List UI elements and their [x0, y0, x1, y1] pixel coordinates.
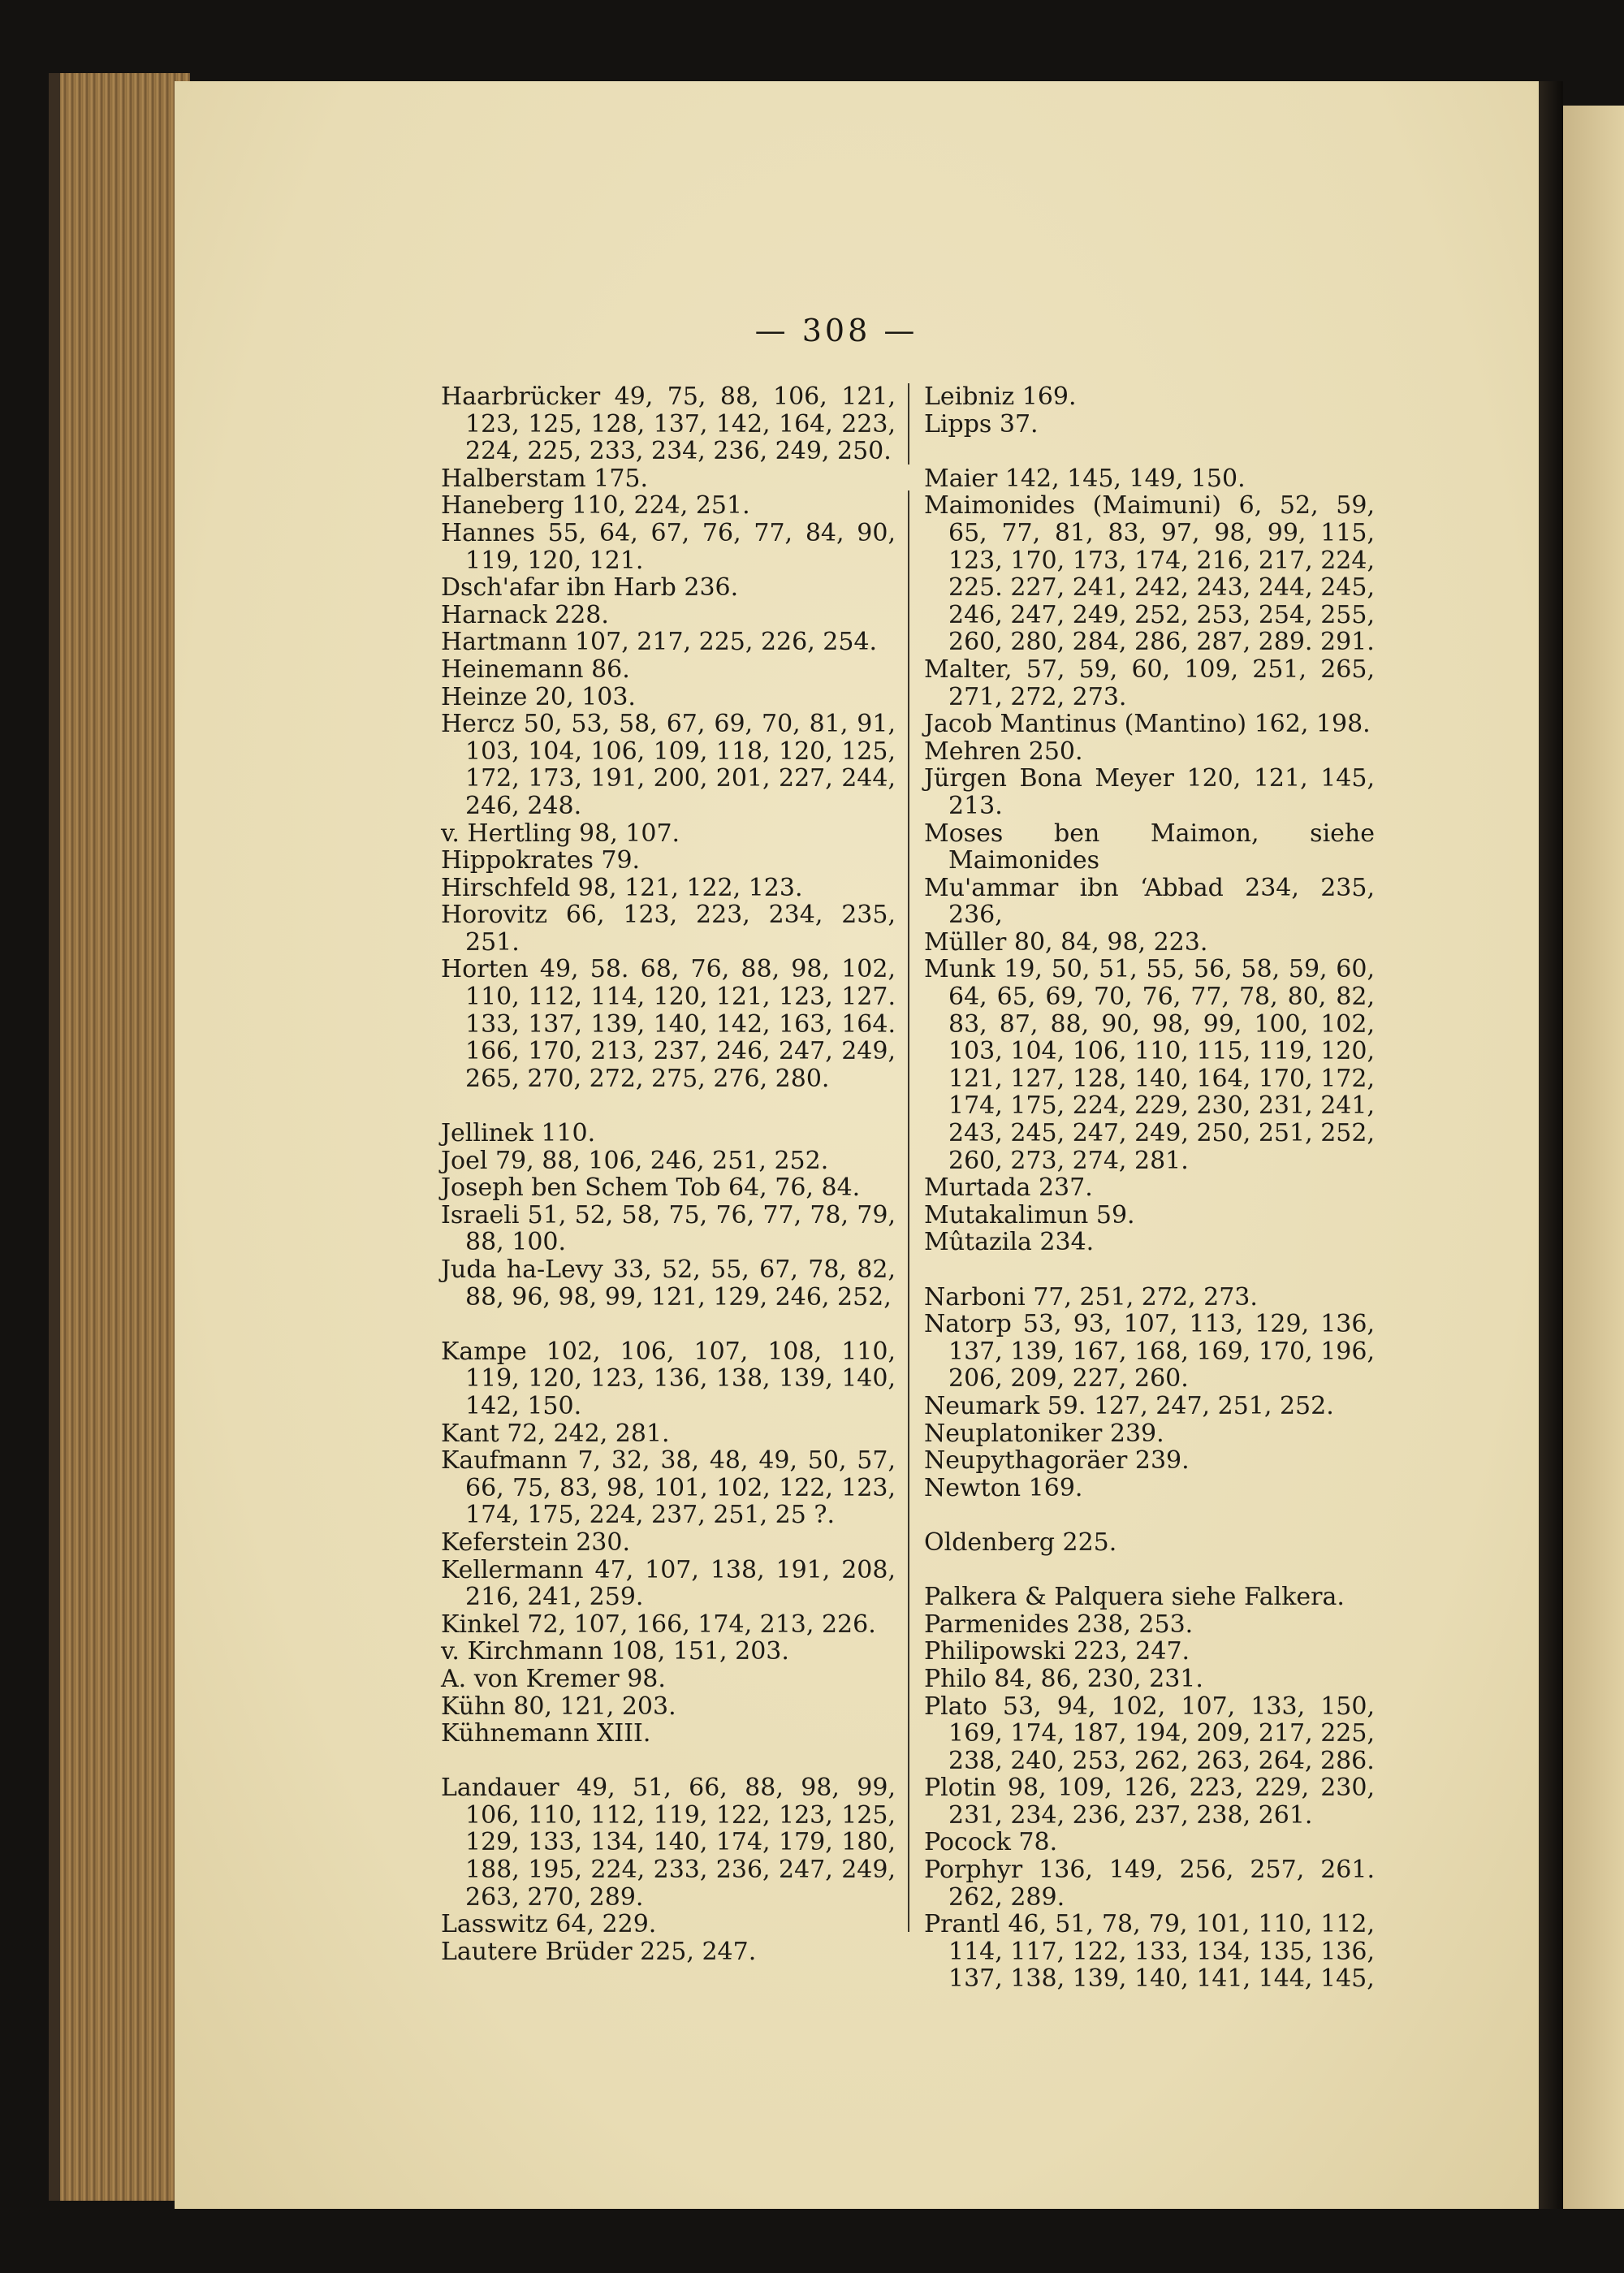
left-index-entry: Haarbrücker 49, 75, 88, 106, 121, 123, 125, 128, 137, 142, 164, 223, 224, 225, 233, 234, 236, 249, 250.	[441, 382, 896, 466]
right-index-entry: Moses ben Maimon, siehe Maimonides	[924, 819, 1375, 875]
left-index-entry: Kinkel 72, 107, 166, 174, 213, 226.	[441, 1610, 876, 1639]
book-page-edges	[49, 73, 190, 2201]
left-index-entry: Heinze 20, 103.	[441, 682, 636, 711]
group-separator	[924, 1256, 1375, 1284]
left-index-entry: Dsch'afar ibn Harb 236.	[441, 573, 739, 603]
right-index-entry: Malter, 57, 59, 60, 109, 251, 265, 271, 272, 273.	[924, 655, 1375, 711]
left-index-entry: v. Hertling 98, 107.	[441, 819, 680, 848]
group-separator	[441, 1311, 896, 1338]
right-index-entry: Leibniz 169.	[924, 382, 1077, 411]
right-index-entry: Jacob Mantinus (Mantino) 162, 198.	[924, 710, 1371, 739]
right-index-entry: Pocock 78.	[924, 1828, 1058, 1857]
right-index-entry: Mu'ammar ibn ‘Abbad 234, 235, 236,	[924, 873, 1375, 930]
group-separator	[924, 1502, 1375, 1529]
left-index-entry: Joel 79, 88, 106, 246, 251, 252.	[441, 1146, 829, 1175]
left-index-entry: Juda ha-Levy 33, 52, 55, 67, 78, 82, 88, 96, 98, 99, 121, 129, 246, 252,	[441, 1255, 896, 1312]
left-index-entry: Kühnemann XIII.	[441, 1719, 651, 1748]
right-index-entry: Murtada 237.	[924, 1173, 1093, 1203]
left-index-entry: Landauer 49, 51, 66, 88, 98, 99, 106, 110, 112, 119, 122, 123, 125, 129, 133, 134, 140, 174, 179, 180, 188, 195, 224, 233, 236, 247, 249, 263, 270, 289.	[441, 1774, 896, 1912]
group-separator	[924, 1557, 1375, 1584]
left-index-entry: Kampe 102, 106, 107, 108, 110, 119, 120, 123, 136, 138, 139, 140, 142, 150.	[441, 1337, 896, 1420]
left-index-entry: Joseph ben Schem Tob 64, 76, 84.	[441, 1173, 861, 1203]
right-index-entry: Mûtazila 234.	[924, 1228, 1095, 1257]
left-index-entry: Israeli 51, 52, 58, 75, 76, 77, 78, 79, 88, 100.	[441, 1200, 896, 1257]
left-index-entry: Hannes 55, 64, 67, 76, 77, 84, 90, 119, 120, 121.	[441, 518, 896, 575]
left-index-entry: Heinemann 86.	[441, 655, 630, 684]
group-separator	[441, 1748, 896, 1775]
right-index-entry: Munk 19, 50, 51, 55, 56, 58, 59, 60, 64, 65, 69, 70, 76, 77, 78, 80, 82, 83, 87, 88, 90, 98, 99, 100, 102, 103, 104, 106, 110, 115, 119, 120, 121, 127, 128, 140, 164, 170, 172, 174, 175, 224, 229, 230, 231, 241, 243, 245, 247, 249, 250, 251, 252, 260, 273, 274, 281.	[924, 955, 1375, 1175]
right-index-entry: Philo 84, 86, 230, 231.	[924, 1664, 1203, 1693]
right-index-entry: Natorp 53, 93, 107, 113, 129, 136, 137, 139, 167, 168, 169, 170, 196, 206, 209, 227, 260.	[924, 1310, 1375, 1394]
right-index-entry: Jürgen Bona Meyer 120, 121, 145, 213.	[924, 764, 1375, 820]
right-index-entry: Neupythagoräer 239.	[924, 1446, 1190, 1476]
right-index-entry: Palkera & Palquera siehe Falkera.	[924, 1583, 1345, 1612]
left-index-entry: Horten 49, 58. 68, 76, 88, 98, 102, 110, 112, 114, 120, 121, 123, 127. 133, 137, 139, 140, 142, 163, 164. 166, 170, 213, 237, 246, 247, 249, 265, 270, 272, 275, 276, 280.	[441, 955, 896, 1093]
right-index-entry: Philipowski 223, 247.	[924, 1637, 1190, 1666]
left-index-entry: Hercz 50, 53, 58, 67, 69, 70, 81, 91, 103, 104, 106, 109, 118, 120, 125, 172, 173, 191, 200, 201, 227, 244, 246, 248.	[441, 710, 896, 820]
index-column-left	[441, 383, 896, 1965]
right-index-entry: Prantl 46, 51, 78, 79, 101, 110, 112, 114, 117, 122, 133, 134, 135, 136, 137, 138, 139, 140, 141, 144, 145,	[924, 1910, 1375, 1994]
left-index-entry: Hartmann 107, 217, 225, 226, 254.	[441, 628, 878, 657]
left-index-entry: Lautere Brüder 225, 247.	[441, 1937, 757, 1966]
column-divider-main	[908, 490, 909, 1932]
left-index-entry: Keferstein 230.	[441, 1528, 631, 1557]
right-index-entry: Parmenides 238, 253.	[924, 1610, 1194, 1639]
left-index-entry: Horovitz 66, 123, 223, 234, 235, 251.	[441, 901, 896, 957]
book-gutter	[1539, 81, 1563, 2209]
group-separator	[441, 1092, 896, 1120]
right-index-entry: Müller 80, 84, 98, 223.	[924, 927, 1208, 957]
page-number: — 308 —	[754, 313, 918, 348]
right-index-entry: Mutakalimun 59.	[924, 1200, 1135, 1229]
right-index-entry: Narboni 77, 251, 272, 273.	[924, 1282, 1258, 1312]
column-divider-top	[908, 383, 909, 465]
left-index-entry: Hirschfeld 98, 121, 122, 123.	[441, 873, 803, 902]
left-index-entry: A. von Kremer 98.	[441, 1664, 666, 1693]
left-index-entry: Hippokrates 79.	[441, 846, 641, 875]
left-index-entry: Kellermann 47, 107, 138, 191, 208, 216, 241, 259.	[441, 1555, 896, 1612]
right-index-entry: Porphyr 136, 149, 256, 257, 261. 262, 289.	[924, 1856, 1375, 1912]
right-index-entry: Oldenberg 225.	[924, 1528, 1117, 1557]
left-index-entry: v. Kirchmann 108, 151, 203.	[441, 1637, 789, 1666]
right-index-entry: Maier 142, 145, 149, 150.	[924, 464, 1246, 493]
right-index-entry: Maimonides (Maimuni) 6, 52, 59, 65, 77, 81, 83, 97, 98, 99, 115, 123, 170, 173, 174, 216, 217, 224, 225. 227, 241, 242, 243, 244, 245, 246, 247, 249, 252, 253, 254, 255, 260, 280, 284, 286, 287, 289. 291.	[924, 491, 1375, 657]
right-index-entry: Plotin 98, 109, 126, 223, 229, 230, 231, 234, 236, 237, 238, 261.	[924, 1774, 1375, 1830]
group-separator	[924, 438, 1375, 465]
left-index-entry: Kühn 80, 121, 203.	[441, 1692, 676, 1721]
left-index-entry: Halberstam 175.	[441, 464, 649, 493]
right-index-entry: Lipps 37.	[924, 409, 1039, 439]
right-index-entry: Neuplatoniker 239.	[924, 1419, 1164, 1448]
left-index-entry: Haneberg 110, 224, 251.	[441, 491, 750, 521]
left-index-entry: Kaufmann 7, 32, 38, 48, 49, 50, 57, 66, 75, 83, 98, 101, 102, 122, 123, 174, 175, 224, 237, 251, 25 ?.	[441, 1446, 896, 1530]
right-index-entry: Newton 169.	[924, 1473, 1083, 1502]
right-index-entry: Plato 53, 94, 102, 107, 133, 150, 169, 174, 187, 194, 209, 217, 225, 238, 240, 253, 262, 263, 264, 286.	[924, 1692, 1375, 1775]
left-index-entry: Harnack 228.	[441, 600, 609, 629]
left-index-entry: Lasswitz 64, 229.	[441, 1910, 657, 1939]
right-index-entry: Neumark 59. 127, 247, 251, 252.	[924, 1391, 1334, 1420]
next-page-edge	[1563, 106, 1624, 2209]
right-index-entry: Mehren 250.	[924, 737, 1083, 766]
index-column-right	[924, 383, 1375, 1993]
left-index-entry: Jellinek 110.	[441, 1119, 596, 1148]
left-index-entry: Kant 72, 242, 281.	[441, 1419, 670, 1448]
